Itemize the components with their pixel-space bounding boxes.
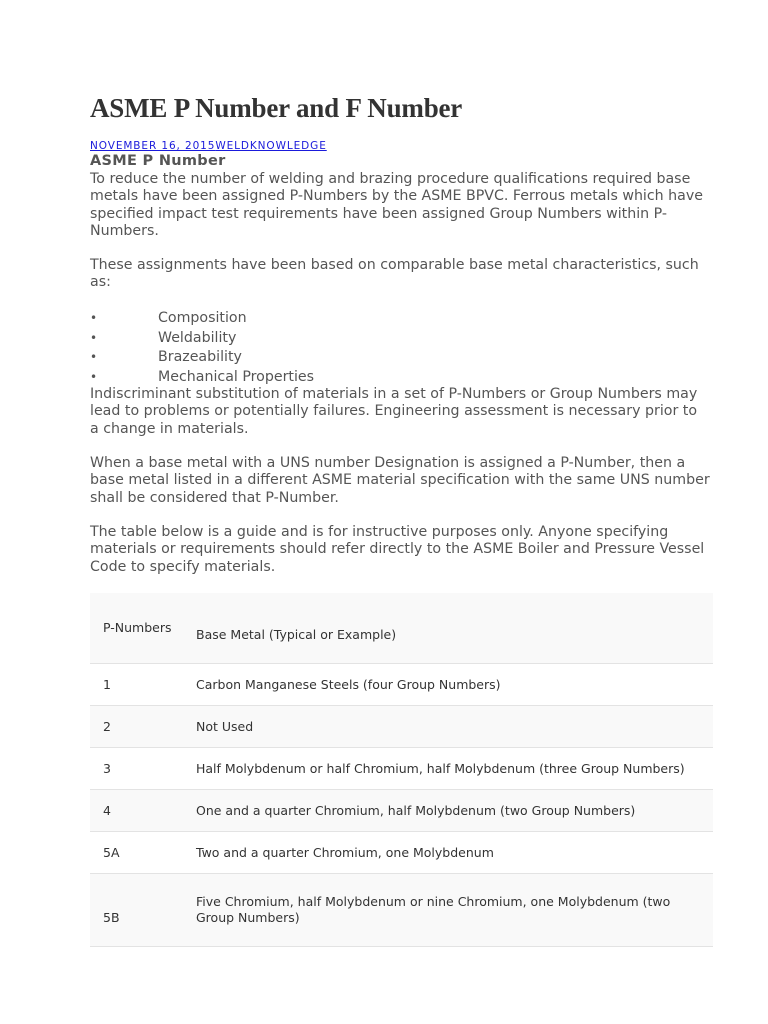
- post-meta: [90, 140, 327, 152]
- table-header-row: [90, 593, 713, 664]
- author-link[interactable]: WELDKNOWLEDGE: [215, 140, 327, 152]
- table-row: [90, 748, 713, 790]
- header-base-metal: Base Metal (Typical or Example): [183, 593, 713, 664]
- cell-p-number: 2: [90, 706, 183, 748]
- cell-base-metal: Two and a quarter Chromium, one Molybdenum: [183, 832, 713, 874]
- uns-paragraph: When a base metal with a UNS number Designation is assigned a P-Number, then a base metal listed in a different ASME material specification with the same UNS number shall be considered that P-Number.: [90, 455, 710, 506]
- cell-base-metal: One and a quarter Chromium, half Molybdenum (two Group Numbers): [183, 790, 713, 832]
- cell-base-metal: Not Used: [183, 706, 713, 748]
- bullet-icon: •: [90, 330, 98, 345]
- table-row: [90, 874, 713, 947]
- cell-p-number: 3: [90, 748, 183, 790]
- bullet-icon: •: [90, 311, 98, 325]
- cell-p-number: 5B: [90, 874, 183, 947]
- bullet-icon: •: [90, 369, 98, 384]
- header-p-numbers: P-Numbers: [90, 593, 183, 664]
- intro-paragraph: To reduce the number of welding and brazing procedure qualifications required base metals have been assigned P-Numbers by the ASME BPVC. Ferrous metals which have specified impact test requirements have been assigned Group Numbers within P-Numbers.: [90, 171, 703, 239]
- table-row: [90, 664, 713, 706]
- list-item: • Weldability: [90, 329, 710, 349]
- list-item: • Brazeability: [90, 348, 710, 368]
- table-row: [90, 832, 713, 874]
- table-row: [90, 706, 713, 748]
- bullet-icon: •: [90, 350, 98, 365]
- list-item: • Composition: [90, 309, 710, 329]
- assignments-paragraph: These assignments have been based on comparable base metal characteristics, such as:: [90, 257, 699, 291]
- p-number-table: [90, 593, 713, 947]
- article-title: ASME P Number and F Number: [90, 93, 463, 123]
- cell-base-metal: Five Chromium, half Molybdenum or nine Chromium, one Molybdenum (two Group Numbers): [183, 874, 713, 947]
- cell-base-metal: Carbon Manganese Steels (four Group Numbers): [183, 664, 713, 706]
- characteristics-list: [90, 309, 710, 387]
- guide-paragraph: The table below is a guide and is for instructive purposes only. Anyone specifying materials or requirements should refer directly to the ASME Boiler and Pressure Vessel Code to specify materials.: [90, 524, 705, 575]
- cell-base-metal: Half Molybdenum or half Chromium, half Molybdenum (three Group Numbers): [183, 748, 713, 790]
- table-row: [90, 790, 713, 832]
- cell-p-number: 1: [90, 664, 183, 706]
- cell-p-number: 4: [90, 790, 183, 832]
- post-date-link[interactable]: NOVEMBER 16, 2015: [90, 140, 216, 152]
- list-item: • Mechanical Properties: [90, 368, 710, 388]
- cell-p-number: 5A: [90, 832, 183, 874]
- section-heading: ASME P Number: [90, 153, 226, 169]
- substitution-paragraph: Indiscriminant substitution of materials in a set of P-Numbers or Group Numbers may lead to problems or potentially failures. Engineering assessment is necessary prior to a change in materials.: [90, 386, 698, 437]
